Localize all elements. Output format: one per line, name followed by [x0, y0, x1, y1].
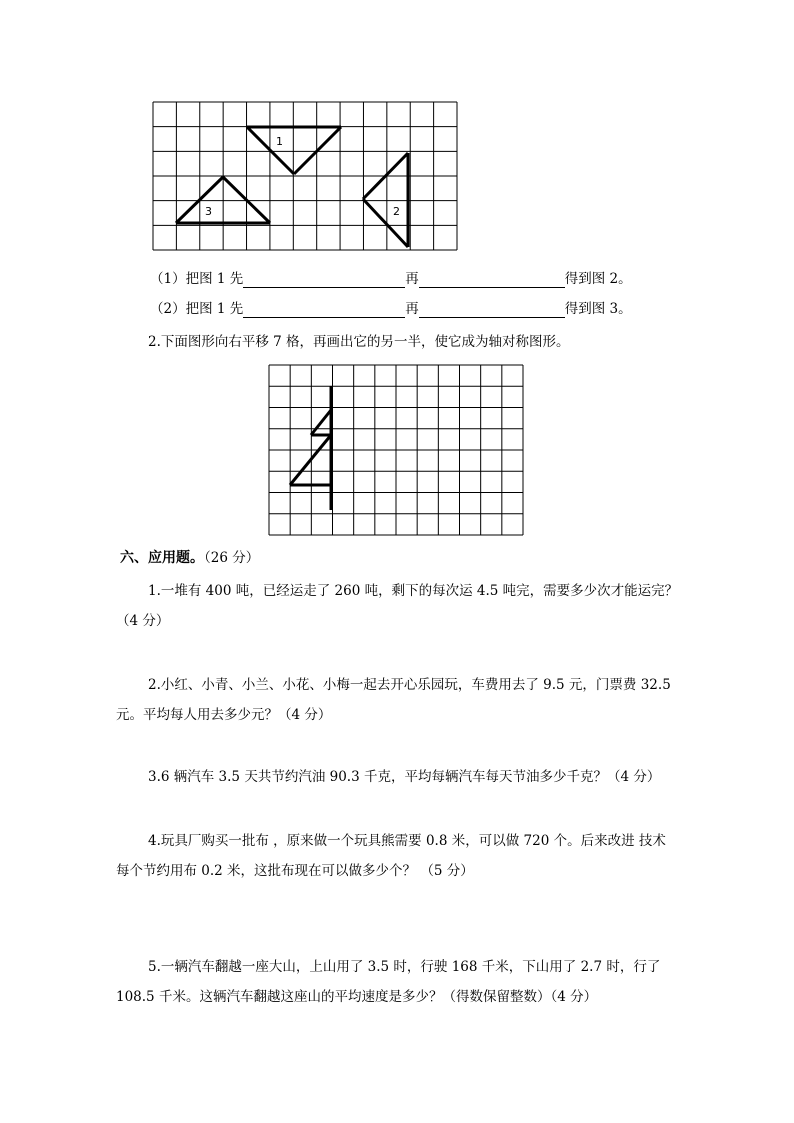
grid1-svg [152, 101, 458, 251]
figure-2-label: 2 [393, 205, 400, 218]
q1-line2-mid: 再 [405, 301, 419, 317]
problem-3-line-1: 3.6 辆汽车 3.5 天共节约汽油 90.3 千克，平均每辆汽车每天节油多少千克？（4 分） [148, 769, 661, 785]
problem-5-line-1: 5.一辆汽车翻越一座大山，上山用了 3.5 时，行驶 168 千米，下山用了 2.7 时，行了 [148, 959, 661, 975]
problem-2-line-1: 2.小红、小青、小兰、小花、小梅一起去开心乐园玩，车费用去了 9.5 元，门票费 32.5 [148, 677, 671, 693]
symmetry-grid [268, 364, 524, 536]
figure-3-label: 3 [205, 205, 212, 218]
q1-line1-mid: 再 [405, 271, 419, 287]
problem-4-line-1: 4.玩具厂购买一批布 ，原来做一个玩具熊需要 0.8 米，可以做 720 个。后来改进 技术 [148, 833, 666, 849]
figure-1-label: 1 [276, 135, 283, 148]
figure-1 [247, 127, 341, 174]
problem-5-line-2: 108.5 千米。这辆汽车翻越这座山的平均速度是多少？（得数保留整数）（4 分） [116, 989, 598, 1005]
q1-line1-suffix: 得到图 2。 [564, 271, 632, 287]
q1-line1-blank-1[interactable] [243, 273, 405, 288]
q1-line2-suffix: 得到图 3。 [564, 301, 632, 317]
problem-1-line-2: （4 分） [116, 613, 170, 629]
q1-line1-prefix: （1）把图 1 先 [150, 271, 244, 287]
figure-2 [363, 153, 408, 247]
transform-grid [152, 101, 458, 251]
problem-2-line-2: 元。平均每人用去多少元？（4 分） [116, 707, 332, 723]
q1-line-2 [150, 300, 632, 318]
q1-line2-prefix: （2）把图 1 先 [150, 301, 244, 317]
problem-4-line-2: 每个节约用布 0.2 米，这批布现在可以做多少个？ （5 分） [116, 863, 474, 879]
q1-line-1 [150, 270, 632, 288]
grid2-svg [268, 364, 524, 536]
half-figure [290, 386, 331, 510]
section-6-heading [120, 549, 259, 567]
q1-line1-blank-2[interactable] [419, 273, 565, 288]
section-6-score: （26 分） [204, 550, 260, 566]
section-6-title: 六、应用题。 [120, 550, 204, 566]
q2-text: 2.下面图形向右平移 7 格，再画出它的另一半，使它成为轴对称图形。 [148, 334, 570, 350]
q1-line2-blank-2[interactable] [419, 303, 565, 318]
problem-1-line-1: 1.一堆有 400 吨，已经运走了 260 吨，剩下的每次运 4.5 吨完，需要多少次才能运完？ [148, 583, 679, 599]
q1-line2-blank-1[interactable] [243, 303, 405, 318]
